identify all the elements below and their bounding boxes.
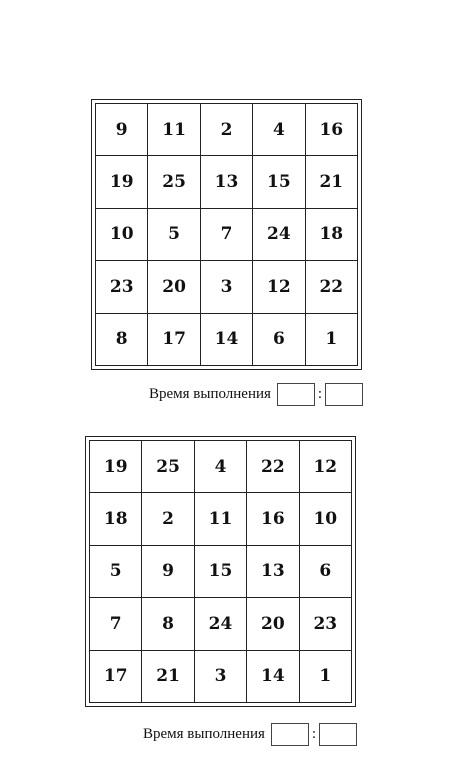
grid-cell[interactable]: 12: [253, 261, 305, 313]
grid-cell[interactable]: 8: [96, 314, 148, 366]
grid-cell[interactable]: 21: [306, 156, 358, 208]
grid-cell[interactable]: 13: [201, 156, 253, 208]
grid-cell[interactable]: 6: [253, 314, 305, 366]
time-separator: :: [317, 386, 322, 402]
grid-cell[interactable]: 10: [300, 493, 352, 545]
grid-cell[interactable]: 24: [195, 598, 247, 650]
grid-cell[interactable]: 13: [247, 546, 299, 598]
grid-cell[interactable]: 2: [142, 493, 194, 545]
grid-cell[interactable]: 2: [201, 104, 253, 156]
grid-cell[interactable]: 10: [96, 209, 148, 261]
grid-cell[interactable]: 25: [148, 156, 200, 208]
seconds-field[interactable]: [325, 383, 363, 406]
grid-cell[interactable]: 18: [90, 493, 142, 545]
grid-cell[interactable]: 8: [142, 598, 194, 650]
grid-cell[interactable]: 22: [306, 261, 358, 313]
grid-cell[interactable]: 19: [90, 441, 142, 493]
grid-cell[interactable]: 5: [148, 209, 200, 261]
grid-cell[interactable]: 16: [306, 104, 358, 156]
grid-cell[interactable]: 14: [247, 651, 299, 703]
grid-cell[interactable]: 6: [300, 546, 352, 598]
grid-cell[interactable]: 18: [306, 209, 358, 261]
grid-cell[interactable]: 16: [247, 493, 299, 545]
time-separator: :: [311, 726, 316, 742]
grid-cell[interactable]: 17: [148, 314, 200, 366]
completion-time-label: Время выполнения: [149, 386, 271, 402]
grid-cell[interactable]: 9: [142, 546, 194, 598]
grid-cell[interactable]: 22: [247, 441, 299, 493]
grid-cell[interactable]: 17: [90, 651, 142, 703]
grid-cell[interactable]: 11: [195, 493, 247, 545]
grid-cell[interactable]: 1: [300, 651, 352, 703]
grid-cell[interactable]: 14: [201, 314, 253, 366]
grid-cell[interactable]: 4: [253, 104, 305, 156]
minutes-field[interactable]: [271, 723, 309, 746]
completion-time-row-2: [143, 723, 357, 746]
schulte-grid-2: [89, 440, 352, 703]
grid-cell[interactable]: 7: [90, 598, 142, 650]
grid-cell[interactable]: 20: [247, 598, 299, 650]
grid-cell[interactable]: 5: [90, 546, 142, 598]
grid-cell[interactable]: 3: [195, 651, 247, 703]
grid-cell[interactable]: 24: [253, 209, 305, 261]
grid-cell[interactable]: 12: [300, 441, 352, 493]
grid-cell[interactable]: 23: [96, 261, 148, 313]
minutes-field[interactable]: [277, 383, 315, 406]
schulte-grid-1: [95, 103, 358, 366]
schulte-table-1: [91, 99, 362, 370]
grid-cell[interactable]: 20: [148, 261, 200, 313]
grid-cell[interactable]: 15: [195, 546, 247, 598]
grid-cell[interactable]: 25: [142, 441, 194, 493]
seconds-field[interactable]: [319, 723, 357, 746]
grid-cell[interactable]: 11: [148, 104, 200, 156]
grid-cell[interactable]: 23: [300, 598, 352, 650]
grid-cell[interactable]: 19: [96, 156, 148, 208]
grid-cell[interactable]: 3: [201, 261, 253, 313]
grid-cell[interactable]: 1: [306, 314, 358, 366]
grid-cell[interactable]: 9: [96, 104, 148, 156]
grid-cell[interactable]: 21: [142, 651, 194, 703]
schulte-table-2: [85, 436, 356, 707]
grid-cell[interactable]: 4: [195, 441, 247, 493]
completion-time-row-1: [149, 383, 363, 406]
grid-cell[interactable]: 7: [201, 209, 253, 261]
grid-cell[interactable]: 15: [253, 156, 305, 208]
completion-time-label: Время выполнения: [143, 726, 265, 742]
